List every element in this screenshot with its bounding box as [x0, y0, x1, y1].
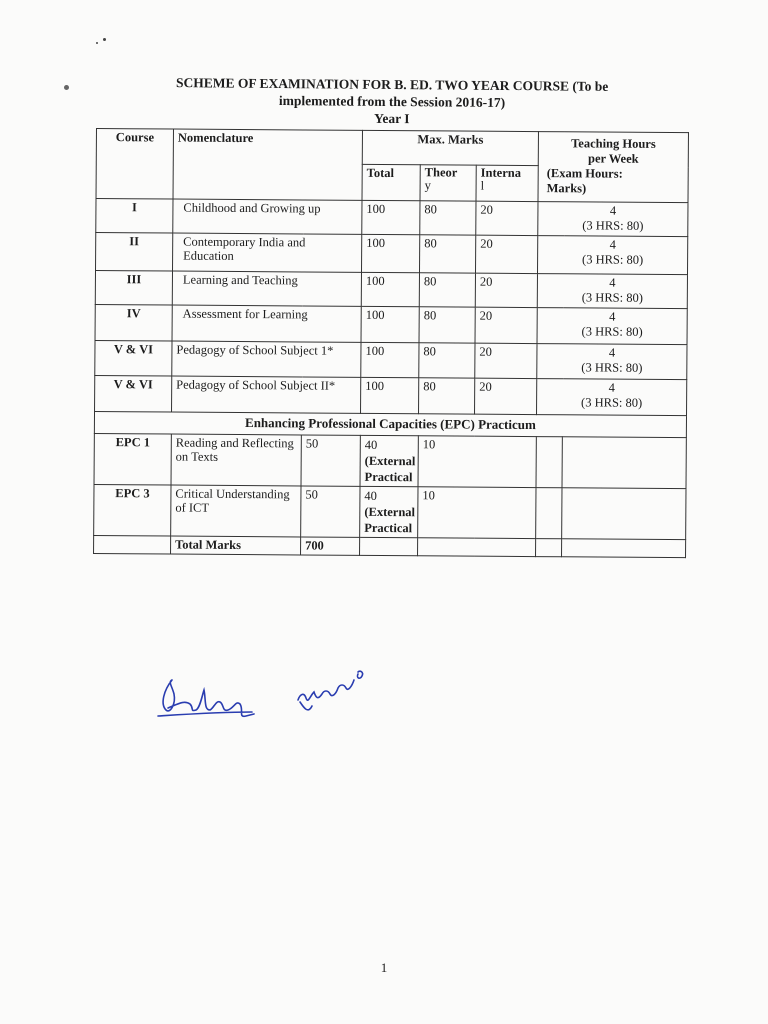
- course-code: II: [96, 233, 173, 272]
- exam-scheme-table-wrapper: [93, 128, 688, 558]
- header-max-marks: Max. Marks: [362, 130, 538, 165]
- external-label: (External: [364, 453, 416, 469]
- exam-hours: (3 HRS: 80): [581, 324, 643, 339]
- handwritten-signatures: [150, 660, 390, 730]
- total-marks: 100: [361, 377, 419, 413]
- header-teaching-line: (Exam Hours:: [546, 166, 623, 181]
- course-code: V & VI: [95, 375, 172, 412]
- teaching-hours: [537, 379, 687, 416]
- theory-marks: 80: [419, 378, 475, 414]
- table-row: [95, 340, 687, 379]
- header-theory-line: Theor: [424, 165, 458, 180]
- course-code: I: [96, 199, 173, 234]
- exam-scheme-table: [93, 128, 689, 558]
- practical-label: Practical: [364, 469, 413, 485]
- external-practical-marks: [360, 435, 418, 486]
- internal-marks: 10: [418, 487, 536, 539]
- practical-label: Practical: [364, 520, 413, 536]
- header-line-3: Year I: [374, 110, 410, 127]
- teaching-hours: [537, 274, 687, 309]
- external-marks-value: 40: [364, 437, 378, 452]
- theory-marks: 80: [419, 343, 475, 378]
- internal-marks: 20: [476, 235, 538, 273]
- hours-per-week: 4: [609, 237, 616, 252]
- teaching-hours: [537, 344, 687, 380]
- hours-per-week: 4: [609, 203, 617, 218]
- table-row: [95, 304, 687, 344]
- empty-cell: [536, 488, 562, 539]
- empty-cell: [360, 537, 418, 555]
- header-teaching-line: Marks): [546, 181, 587, 196]
- total-marks-label: Total Marks: [171, 536, 301, 555]
- empty-cell: [94, 535, 171, 554]
- teaching-hours: [538, 202, 688, 237]
- header-internal-line: Interna: [480, 165, 522, 180]
- total-row: [94, 535, 686, 557]
- course-code: IV: [95, 304, 172, 341]
- table-row: [94, 484, 686, 539]
- table-row: [96, 199, 688, 237]
- signature-1: [158, 680, 254, 716]
- external-practical-marks: [360, 486, 418, 537]
- header-course: Course: [96, 129, 173, 200]
- scan-speck: [64, 85, 69, 90]
- theory-marks: 80: [420, 201, 476, 235]
- exam-hours: (3 HRS: 80): [581, 395, 643, 410]
- total-marks: 100: [362, 234, 420, 272]
- total-marks: 100: [362, 200, 420, 234]
- table-row: [95, 375, 687, 415]
- header-teaching-line: per Week: [587, 151, 639, 166]
- exam-hours: (3 HRS: 80): [581, 360, 643, 375]
- table-row: [95, 271, 687, 309]
- table-header-row: [96, 129, 688, 167]
- total-marks-value: 700: [301, 537, 360, 555]
- empty-cell: [536, 437, 562, 488]
- course-code: III: [95, 271, 172, 306]
- internal-marks: 10: [418, 436, 536, 488]
- total-marks: 100: [361, 306, 419, 342]
- header-teaching-hours: [538, 132, 689, 203]
- total-marks: 100: [361, 272, 419, 306]
- exam-hours: (3 HRS: 80): [582, 218, 644, 233]
- internal-marks: 20: [475, 378, 537, 414]
- internal-marks: 20: [475, 343, 537, 378]
- empty-cell: [562, 539, 686, 558]
- header-theory: [420, 165, 476, 201]
- page-number: 1: [380, 960, 388, 975]
- empty-cell: [562, 488, 686, 540]
- scan-speck: [103, 38, 106, 41]
- course-name: Contemporary India and Education: [173, 233, 362, 272]
- teaching-hours: [538, 236, 688, 275]
- course-code: V & VI: [95, 340, 172, 376]
- external-marks-value: 40: [364, 488, 378, 503]
- total-marks: 50: [301, 435, 360, 486]
- external-label: (External: [364, 504, 416, 520]
- theory-marks: 80: [419, 273, 475, 307]
- empty-cell: [418, 538, 536, 557]
- course-name: Assessment for Learning: [172, 305, 361, 342]
- hours-per-week: 4: [608, 380, 615, 395]
- header-line-1: SCHEME OF EXAMINATION FOR B. ED. TWO YEAR COURSE (To be: [175, 75, 609, 94]
- header-total: Total: [362, 164, 420, 200]
- hours-per-week: 4: [608, 345, 616, 360]
- total-marks: 100: [361, 342, 419, 377]
- course-name: Learning and Teaching: [172, 271, 361, 306]
- internal-marks: 20: [475, 307, 537, 343]
- internal-marks: 20: [475, 273, 537, 307]
- teaching-hours: [537, 308, 687, 345]
- internal-marks: 20: [476, 201, 538, 235]
- table-row: [96, 233, 688, 275]
- epc-section-title: Enhancing Professional Capacities (EPC) Practicum: [94, 411, 686, 437]
- course-name: Reading and Reflecting on Texts: [171, 434, 301, 486]
- empty-cell: [536, 539, 562, 557]
- header-nomenclature: Nomenclature: [173, 129, 362, 200]
- course-name: Critical Understanding of ICT: [171, 485, 301, 537]
- header-internal-line: l: [480, 178, 485, 193]
- total-marks: 50: [301, 486, 360, 537]
- scan-speck: [96, 42, 98, 44]
- document-header: [96, 73, 688, 129]
- theory-marks: 80: [419, 307, 475, 343]
- empty-cell: [562, 437, 686, 489]
- header-internal: [476, 165, 538, 201]
- exam-hours: (3 HRS: 80): [582, 252, 644, 267]
- header-teaching-line: Teaching Hours: [571, 136, 656, 151]
- header-theory-line: y: [424, 178, 431, 193]
- course-code: EPC 1: [94, 433, 171, 485]
- signature-2: [298, 671, 363, 710]
- course-name: Childhood and Growing up: [173, 199, 362, 234]
- course-name: Pedagogy of School Subject II*: [172, 376, 361, 413]
- hours-per-week: 4: [609, 275, 616, 290]
- table-row: [94, 433, 686, 488]
- course-name: Pedagogy of School Subject 1*: [172, 341, 361, 377]
- exam-hours: (3 HRS: 80): [581, 290, 643, 305]
- hours-per-week: 4: [609, 309, 616, 324]
- theory-marks: 80: [420, 235, 476, 273]
- header-line-2: implemented from the Session 2016-17): [278, 93, 506, 110]
- course-code: EPC 3: [94, 484, 171, 536]
